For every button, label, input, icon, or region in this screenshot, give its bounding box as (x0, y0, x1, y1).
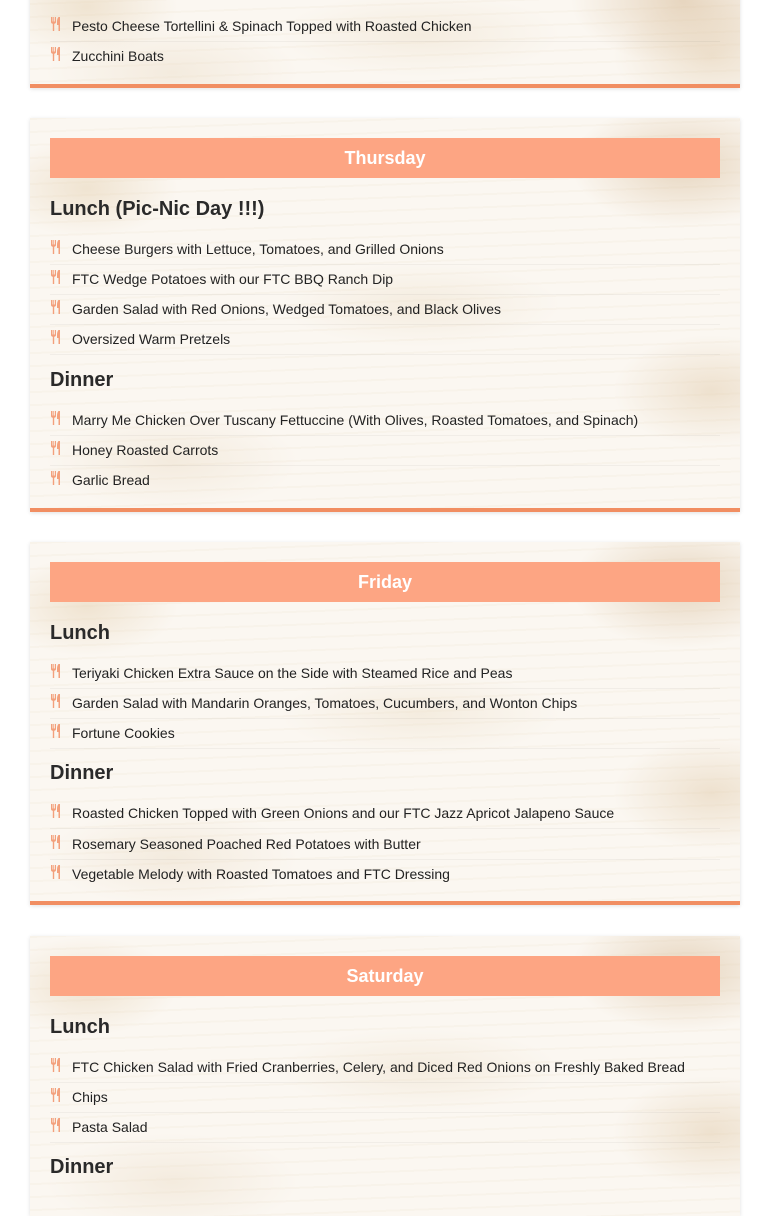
menu-item (50, 264, 720, 295)
utensils-icon (50, 411, 62, 425)
utensils-icon (50, 664, 62, 678)
menu-item (50, 658, 720, 689)
menu-item (50, 435, 720, 466)
utensils-icon (50, 1088, 62, 1102)
day-card-previous (30, 0, 740, 88)
utensils-icon (50, 17, 62, 31)
menu-item-label: Garden Salad with Mandarin Oranges, Tomatoes, Cucumbers, and Wonton Chips (72, 695, 578, 711)
utensils-icon (50, 694, 62, 708)
menu-item (50, 718, 720, 749)
utensils-icon (50, 1058, 62, 1072)
menu-item (50, 829, 720, 860)
utensils-icon (50, 865, 62, 879)
utensils-icon (50, 240, 62, 254)
meal-title-lunch: Lunch (50, 1016, 110, 1038)
utensils-icon (50, 441, 62, 455)
day-card-friday (30, 542, 740, 905)
menu-item (50, 1052, 720, 1083)
meal-title-lunch: Lunch (50, 622, 110, 644)
day-card-saturday (30, 936, 740, 1216)
menu-item-label: Cheese Burgers with Lettuce, Tomatoes, and Grilled Onions (72, 241, 444, 257)
menu-item-label: Rosemary Seasoned Poached Red Potatoes with Butter (72, 836, 421, 852)
meal-title-dinner: Dinner (50, 369, 114, 391)
menu-item-label: Honey Roasted Carrots (72, 442, 219, 458)
day-card-thursday (30, 118, 740, 512)
meal-title-dinner: Dinner (50, 762, 114, 784)
utensils-icon (50, 270, 62, 284)
menu-item (50, 41, 720, 71)
menu-item-label: Teriyaki Chicken Extra Sauce on the Side with Steamed Rice and Peas (72, 665, 513, 681)
utensils-icon (50, 47, 62, 61)
menu-item (50, 405, 720, 436)
utensils-icon (50, 835, 62, 849)
menu-item (50, 1112, 720, 1143)
menu-item-label: Fortune Cookies (72, 725, 175, 741)
menu-item (50, 859, 720, 889)
menu-item-label: FTC Chicken Salad with Fried Cranberries, Celery, and Diced Red Onions on Freshly Baked Bread (72, 1059, 685, 1075)
menu-item-label: Pasta Salad (72, 1119, 148, 1135)
meal-title-lunch: Lunch (Pic-Nic Day !!!) (50, 198, 265, 220)
menu-item (50, 324, 720, 355)
menu-item-label: Pesto Cheese Tortellini & Spinach Topped with Roasted Chicken (72, 18, 472, 34)
menu-item-label: Vegetable Melody with Roasted Tomatoes and FTC Dressing (72, 866, 450, 882)
day-header: Thursday (50, 138, 720, 178)
day-header: Saturday (50, 956, 720, 996)
utensils-icon (50, 471, 62, 485)
menu-item (50, 11, 720, 42)
menu-item-label: Garden Salad with Red Onions, Wedged Tomatoes, and Black Olives (72, 301, 502, 317)
menu-item-label: Roasted Chicken Topped with Green Onions and our FTC Jazz Apricot Jalapeno Sauce (72, 805, 615, 821)
utensils-icon (50, 1118, 62, 1132)
menu-item-label: Marry Me Chicken Over Tuscany Fettuccine (With Olives, Roasted Tomatoes, and Spinach) (72, 412, 639, 428)
menu-item (50, 234, 720, 265)
menu-item-label: Garlic Bread (72, 472, 150, 488)
menu-item-label: Zucchini Boats (72, 48, 164, 64)
menu-item-label: FTC Wedge Potatoes with our FTC BBQ Ranch Dip (72, 271, 394, 287)
menu-item-label: Chips (72, 1089, 108, 1105)
utensils-icon (50, 804, 62, 818)
utensils-icon (50, 330, 62, 344)
utensils-icon (50, 724, 62, 738)
day-header: Friday (50, 562, 720, 602)
menu-item (50, 294, 720, 325)
menu-item (50, 688, 720, 719)
menu-item (50, 798, 720, 829)
menu-item (50, 1082, 720, 1113)
menu-item (50, 465, 720, 495)
menu-item-label: Oversized Warm Pretzels (72, 331, 231, 347)
meal-title-dinner: Dinner (50, 1156, 114, 1178)
utensils-icon (50, 300, 62, 314)
